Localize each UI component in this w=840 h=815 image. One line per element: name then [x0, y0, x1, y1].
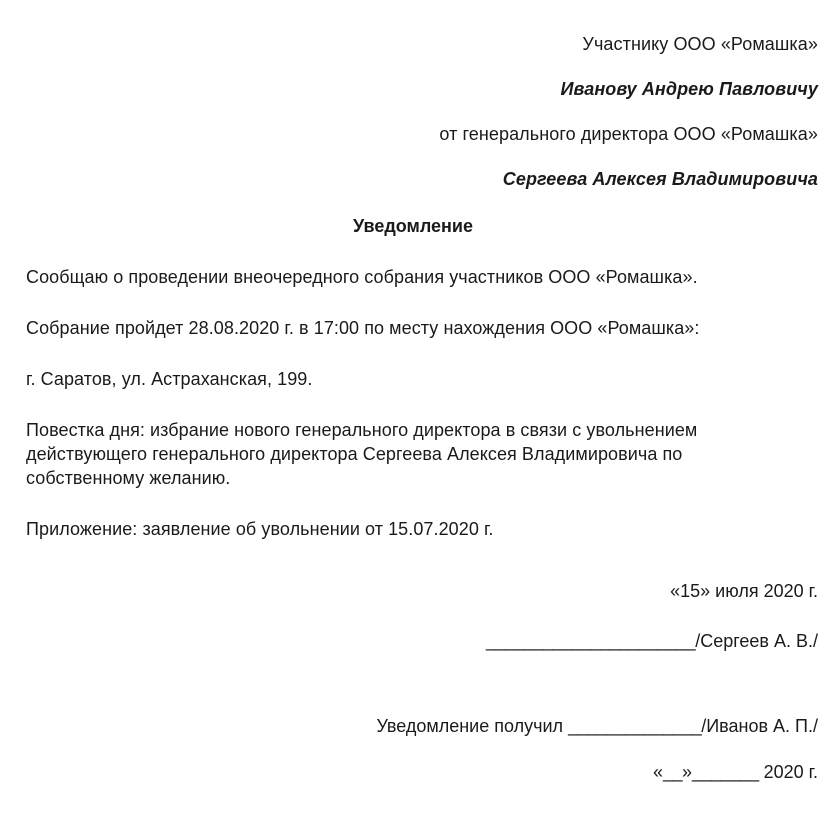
receipt-line: [22, 714, 818, 738]
addressee-block: [22, 0, 818, 191]
body-paragraph-2: Собрание пройдет 28.08.2020 г. в 17:00 по месту нахождения ООО «Ромашка»:: [26, 318, 700, 338]
body-paragraph-4-agenda: Повестка дня: избрание нового генерального директора в связи с увольнением действующего генерального директора Сергеева Алексея Владимировича по собственному желанию.: [26, 420, 698, 488]
receipt-date-day-open: «: [652, 762, 663, 782]
body-paragraph-1: Сообщаю о проведении внеочередного собрания участников ООО «Ромашка».: [26, 267, 698, 287]
receipt-label: Уведомление получил: [376, 716, 564, 736]
receipt-rule: ______________: [568, 716, 702, 736]
signature-line: [22, 629, 818, 653]
addressee-recipient-role: Участнику ООО «Ромашка»: [582, 34, 818, 54]
receipt-date-year: 2020 г.: [758, 762, 818, 782]
body-paragraph-3: г. Саратов, ул. Астраханская, 199.: [26, 369, 313, 389]
receipt-date-month-rule: _______: [692, 762, 759, 782]
receipt-date-day-close: »: [681, 762, 692, 782]
receipt-signatory: /Иванов А. П./: [701, 716, 818, 736]
signature-date: «15» июля 2020 г.: [670, 581, 818, 601]
addressee-sender-role: от генерального директора ООО «Ромашка»: [439, 124, 818, 144]
document-body: [22, 265, 818, 541]
addressee-sender-name: Сергеева Алексея Владимировича: [502, 169, 818, 189]
body-paragraph-5-attachment: Приложение: заявление об увольнении от 15.07.2020 г.: [26, 519, 494, 539]
signature-signatory: /Сергеев А. В./: [695, 631, 818, 651]
signature-rule: ______________________: [485, 631, 696, 651]
document-title: Уведомление: [352, 216, 473, 236]
receipt-date-line: [22, 760, 818, 784]
receipt-date-day-rule: __: [662, 762, 682, 782]
addressee-recipient-name: Иванову Андрею Павловичу: [560, 79, 818, 99]
